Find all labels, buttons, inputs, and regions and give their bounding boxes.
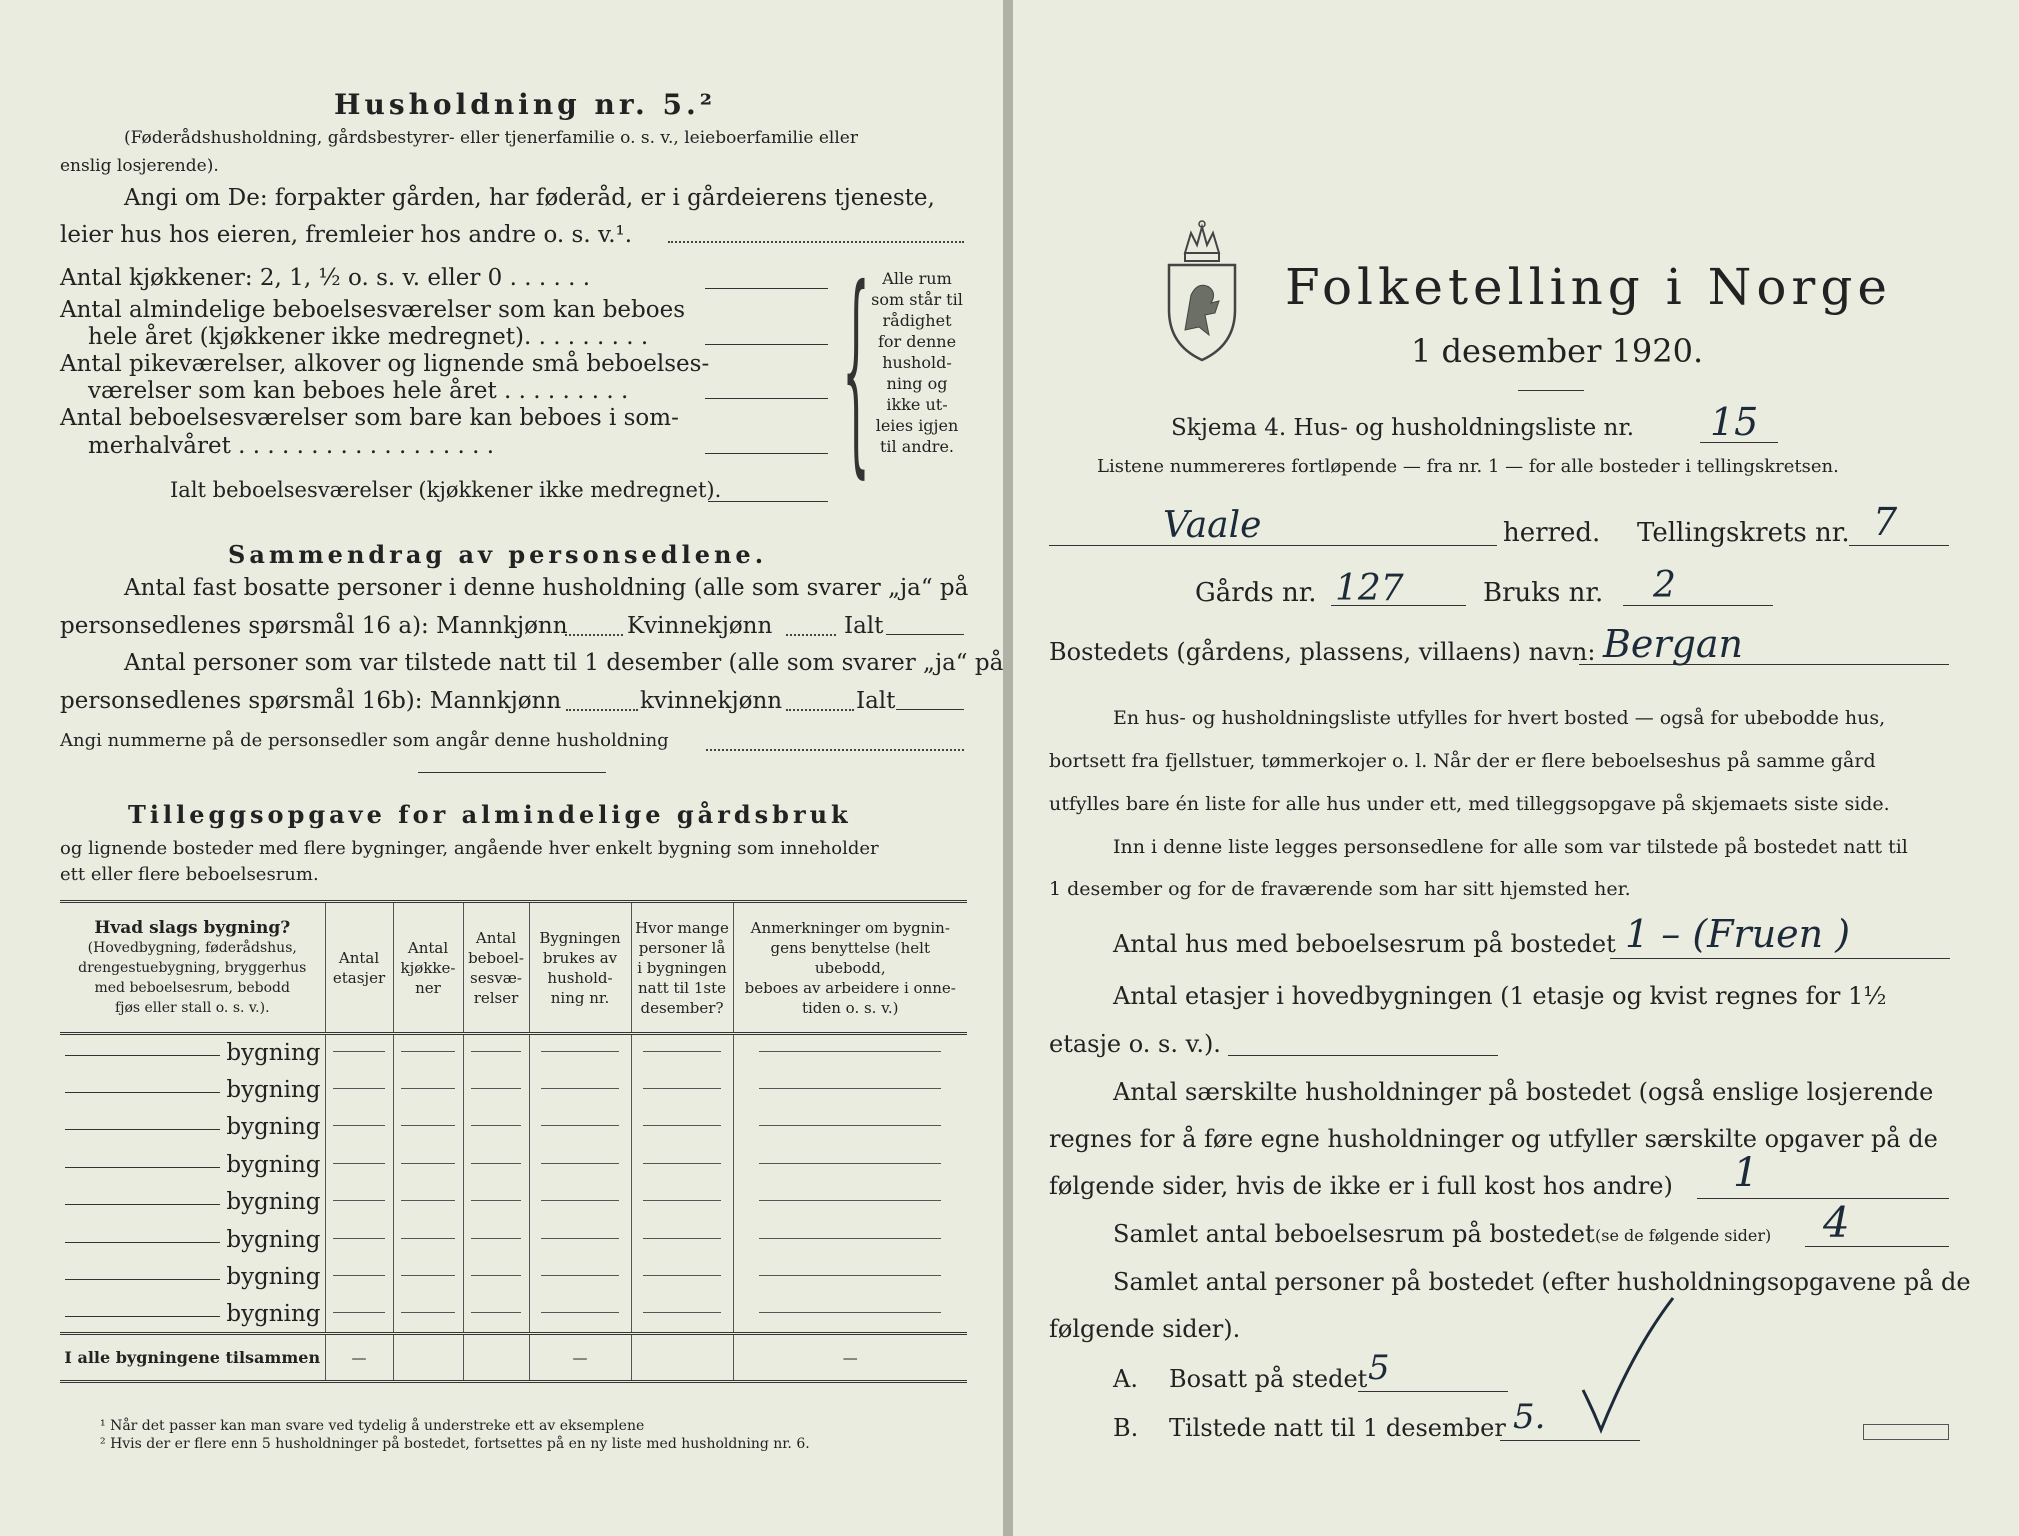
cell-answer-line: [759, 1125, 941, 1126]
table-cell: [631, 1184, 733, 1222]
table-cell: [733, 1296, 967, 1334]
husholdning-title: Husholdning nr. 5.²: [334, 88, 717, 121]
col-header-kjokkener: Antal kjøkke- ner: [393, 902, 463, 1034]
rooms-pikevaerelser-2: værelser som kan beboes hele året . . . . . . . . .: [88, 378, 629, 404]
table-cell: [631, 1109, 733, 1147]
samlet-rum-note: (se de følgende sider): [1595, 1226, 1772, 1245]
main-title: Folketelling i Norge: [1285, 258, 1892, 316]
cell-answer-line: [471, 1312, 522, 1313]
cell-answer-line: [643, 1125, 722, 1126]
table-cell: [463, 1221, 529, 1259]
tellingskrets-label: Tellingskrets nr.: [1637, 518, 1850, 548]
husholdninger-value: 1: [1733, 1150, 1759, 1196]
cell-answer-line: [643, 1163, 722, 1164]
table-cell: [733, 1259, 967, 1297]
col-header-personer: Hvor mange personer lå i bygningen natt til 1ste desember?: [631, 902, 733, 1034]
table-cell: [463, 1259, 529, 1297]
cell-answer-line: [471, 1088, 522, 1089]
bygning-label: bygning: [226, 1040, 321, 1066]
gards-value: 127: [1335, 568, 1404, 609]
cell-answer-line: [401, 1312, 455, 1313]
cell-answer-line: [333, 1238, 385, 1239]
listene-note: Listene nummereres fortløpende — fra nr. 1 — for alle bosteder i tellingskretsen.: [1097, 456, 1839, 477]
table-header-row: [60, 902, 967, 1034]
husholdning-subtitle-1: (Føderådshusholdning, gårdsbestyrer- eller tjenerfamilie o. s. v., leieboerfamilie eller: [124, 128, 858, 148]
table-cell: [463, 1296, 529, 1334]
husholdninger-line-3: følgende sider, hvis de ikke er i full kost hos andre): [1049, 1172, 1673, 1200]
checkmark-icon: [1573, 1290, 1683, 1440]
sammendrag-line-4b: kvinnekjønn: [640, 688, 783, 714]
table-cell: [325, 1071, 393, 1109]
cell-answer-line: [471, 1238, 522, 1239]
table-cell: [631, 1259, 733, 1297]
cell-answer-line: [759, 1088, 941, 1089]
sammendrag-line-4a: personsedlenes spørsmål 16b): Mannkjønn: [60, 688, 562, 714]
sammendrag-line-3: Antal personer som var tilstede natt til 1 desember (alle som svarer „ja“ på: [124, 650, 1004, 676]
gards-label: Gårds nr.: [1195, 578, 1317, 608]
table-cell: [325, 1109, 393, 1147]
table-cell: [463, 1071, 529, 1109]
bosatt-value: 5: [1368, 1348, 1390, 1388]
kvinne-line-1: [786, 634, 836, 636]
bygning-label: bygning: [226, 1189, 321, 1216]
cell-answer-line: [401, 1200, 455, 1201]
antal-hus-line: [1610, 958, 1950, 959]
bygning-label: bygning: [226, 1076, 321, 1103]
ialt-rooms-line: [708, 501, 828, 502]
cell-answer-line: [759, 1200, 941, 1201]
etasjer-line: [1228, 1055, 1498, 1056]
table-row: [60, 1184, 967, 1222]
table-cell: [393, 1296, 463, 1334]
cell-answer-line: [401, 1051, 455, 1052]
cell-answer-line: [541, 1125, 620, 1126]
nummere-line: [706, 749, 964, 751]
tilstede-label: Tilstede natt til 1 desember: [1169, 1414, 1506, 1442]
rooms-answer-line-1: [705, 288, 828, 289]
rooms-answer-line-4: [705, 453, 828, 454]
table-cell: [393, 1259, 463, 1297]
table-row: [60, 1034, 967, 1072]
cell-answer-line: [541, 1275, 620, 1276]
table-cell: [393, 1071, 463, 1109]
cell-answer-line: [471, 1051, 522, 1052]
table-cell: [733, 1146, 967, 1184]
table-cell: [325, 1034, 393, 1072]
col-header-anmerkninger: Anmerkninger om bygnin- gens benyttelse (helt ubebodd, beboes av arbeidere i onne- tiden o. s. v.): [733, 902, 967, 1034]
table-cell: [463, 1184, 529, 1222]
rooms-answer-line-3: [705, 398, 828, 399]
printer-stamp: [1863, 1424, 1949, 1440]
bygning-name-line: [65, 1055, 220, 1056]
angi-answer-line: [668, 241, 964, 243]
col-header-beboelsesvaerelser: Antal beboel- sesvæ- relser: [463, 902, 529, 1034]
sammendrag-line-1: Antal fast bosatte personer i denne husholdning (alle som svarer „ja“ på: [124, 575, 969, 601]
tillegg-title: Tilleggsopgave for almindelige gårdsbruk: [128, 800, 852, 829]
herred-value: Vaale: [1163, 505, 1262, 546]
instruction-1: En hus- og husholdningsliste utfylles for hvert bosted — også for ubebodde hus,: [1113, 707, 1886, 729]
table-row: [60, 1071, 967, 1109]
col-header-etasjer: Antal etasjer: [325, 902, 393, 1034]
row-label-cell: [60, 1184, 325, 1222]
instruction-4: Inn i denne liste legges personsedlene for alle som var tilstede på bostedet natt til: [1113, 836, 1908, 858]
table-row: [60, 1109, 967, 1147]
cell-answer-line: [541, 1312, 620, 1313]
sammendrag-title: Sammendrag av personsedlene.: [228, 540, 768, 569]
angi-line-2: leier hus hos eieren, fremleier hos andre o. s. v.¹.: [60, 222, 633, 248]
tellingskrets-value: 7: [1873, 500, 1898, 544]
bygning-label: bygning: [226, 1151, 321, 1178]
bosatt-letter: A.: [1113, 1365, 1138, 1393]
sammendrag-line-2b: Kvinnekjønn: [627, 613, 773, 639]
cell-answer-line: [541, 1051, 620, 1052]
bosatt-label: Bosatt på stedet: [1169, 1365, 1368, 1393]
footnote-1: ¹ Når det passer kan man svare ved tydelig å understreke ett av eksemplene: [100, 1418, 645, 1434]
cell-answer-line: [333, 1125, 385, 1126]
table-cell: [325, 1146, 393, 1184]
table-total-row: [60, 1334, 967, 1382]
cell-answer-line: [471, 1163, 522, 1164]
cell-answer-line: [333, 1051, 385, 1052]
husholdning-subtitle-2: enslig losjerende).: [60, 156, 219, 176]
table-cell: [325, 1296, 393, 1334]
cell-answer-line: [333, 1163, 385, 1164]
tellingskrets-line: [1849, 545, 1949, 546]
table-cell: [529, 1109, 631, 1147]
bosted-value: Bergan: [1603, 622, 1744, 666]
cell-answer-line: [759, 1275, 941, 1276]
row-label-cell: [60, 1259, 325, 1297]
table-row: [60, 1296, 967, 1334]
rooms-answer-line-2: [705, 344, 828, 345]
row-label-cell: [60, 1221, 325, 1259]
table-cell: [393, 1184, 463, 1222]
cell-answer-line: [541, 1088, 620, 1089]
cell-answer-line: [541, 1238, 620, 1239]
cell-answer-line: [333, 1312, 385, 1313]
bygning-name-line: [65, 1316, 220, 1317]
bygning-name-line: [65, 1167, 220, 1168]
table-cell: [463, 1109, 529, 1147]
table-row: [60, 1221, 967, 1259]
instruction-3: utfylles bare én liste for alle hus under ett, med tilleggsopgave på skjemaets siste side.: [1049, 793, 1890, 815]
tilstede-line: [1500, 1440, 1640, 1441]
bruks-value: 2: [1653, 565, 1676, 606]
sammendrag-line-4c: Ialt: [856, 688, 896, 714]
sammendrag-line-2a: personsedlenes spørsmål 16 a): Mannkjønn: [60, 613, 568, 639]
cell-answer-line: [643, 1275, 722, 1276]
bygning-label: bygning: [226, 1226, 321, 1253]
brace-note: Alle rum som står til rådighet for denne hushold- ning og ikke ut- leies igjen til andre.: [871, 269, 963, 456]
table-cell: [529, 1221, 631, 1259]
building-table: [60, 900, 967, 1383]
table-row: [60, 1146, 967, 1184]
rooms-sommer-1: Antal beboelsesværelser som bare kan beboes i som-: [60, 405, 679, 431]
table-cell: [631, 1146, 733, 1184]
kvinne-line-2: [786, 709, 854, 711]
cell-answer-line: [471, 1125, 522, 1126]
sammendrag-line-5: Angi nummerne på de personsedler som angår denne husholdning: [60, 730, 669, 751]
samlet-rum-label: Samlet antal beboelsesrum på bostedet: [1113, 1220, 1595, 1248]
samlet-personer-line-2: følgende sider).: [1049, 1315, 1241, 1343]
table-cell: [631, 1034, 733, 1072]
table-cell: [529, 1296, 631, 1334]
samlet-personer-line-1: Samlet antal personer på bostedet (efter husholdningsopgavene på de: [1113, 1268, 1971, 1296]
husholdninger-line-1: Antal særskilte husholdninger på bostedet (også enslige losjerende: [1113, 1078, 1934, 1106]
table-cell: [631, 1296, 733, 1334]
total-etasjer: —: [325, 1334, 393, 1382]
table-cell: [733, 1184, 967, 1222]
cell-answer-line: [333, 1200, 385, 1201]
section-divider: [418, 772, 606, 773]
cell-answer-line: [643, 1312, 722, 1313]
table-cell: [393, 1221, 463, 1259]
cell-answer-line: [759, 1051, 941, 1052]
mann-line-1: [565, 634, 623, 636]
cell-answer-line: [471, 1275, 522, 1276]
table-cell: [733, 1109, 967, 1147]
cell-answer-line: [759, 1163, 941, 1164]
bosted-label: Bostedets (gårdens, plassens, villaens) navn:: [1049, 638, 1596, 666]
cell-answer-line: [471, 1200, 522, 1201]
cell-answer-line: [643, 1238, 722, 1239]
brace-icon: {: [842, 245, 870, 500]
tilstede-value: 5.: [1513, 1397, 1546, 1437]
rooms-almindelige-1: Antal almindelige beboelsesværelser som kan beboes: [60, 297, 686, 323]
total-kjokkener: [393, 1334, 463, 1382]
instruction-2: bortsett fra fjellstuer, tømmerkojer o. l. Når der er flere beboelseshus på samme gård: [1049, 750, 1876, 772]
tillegg-line-2: ett eller flere beboelsesrum.: [60, 864, 319, 885]
mann-line-2: [566, 709, 638, 711]
table-cell: [631, 1071, 733, 1109]
table-cell: [529, 1146, 631, 1184]
table-cell: [529, 1259, 631, 1297]
row-label-cell: [60, 1034, 325, 1072]
total-husholdning: —: [529, 1334, 631, 1382]
cell-answer-line: [401, 1125, 455, 1126]
col-header-bygning: Hvad slags bygning? (Hovedbygning, føderådshus, drengestuebygning, bryggerhus med beboelsesrum, bebodd fjøs eller stall o. s. v.).: [78, 917, 307, 1016]
sammendrag-line-2c: Ialt: [844, 613, 884, 639]
angi-line-1: Angi om De: forpakter gården, har føderåd, er i gårdeierens tjeneste,: [124, 185, 935, 211]
herred-label: herred.: [1503, 518, 1601, 548]
bygning-name-line: [65, 1129, 220, 1130]
left-page: [0, 0, 1005, 1536]
bygning-name-line: [65, 1242, 220, 1243]
row-label-cell: [60, 1296, 325, 1334]
cell-answer-line: [643, 1088, 722, 1089]
table-cell: [393, 1034, 463, 1072]
bygning-name-line: [65, 1279, 220, 1280]
row-label-cell: [60, 1146, 325, 1184]
rooms-almindelige-2: hele året (kjøkkener ikke medregnet). . . . . . . . .: [88, 324, 649, 350]
table-cell: [631, 1221, 733, 1259]
cell-answer-line: [643, 1200, 722, 1201]
table-cell: [325, 1221, 393, 1259]
footnote-2: ² Hvis der er flere enn 5 husholdninger på bostedet, fortsettes på en ny liste med husholdning nr. 6.: [100, 1436, 810, 1452]
coat-of-arms-icon: [1163, 215, 1241, 365]
bosatt-line: [1358, 1391, 1508, 1392]
cell-answer-line: [401, 1275, 455, 1276]
liste-nr-value: 15: [1710, 400, 1759, 444]
instruction-5: 1 desember og for de fraværende som har sitt hjemsted her.: [1049, 878, 1631, 900]
table-cell: [529, 1071, 631, 1109]
row-label-cell: [60, 1109, 325, 1147]
cell-answer-line: [541, 1200, 620, 1201]
bygning-name-line: [65, 1092, 220, 1093]
rooms-pikevaerelser-1: Antal pikeværelser, alkover og lignende små beboelses-: [60, 351, 710, 377]
bruks-label: Bruks nr.: [1483, 578, 1604, 608]
ialt-rooms-label: Ialt beboelsesværelser (kjøkkener ikke medregnet).: [170, 478, 722, 502]
table-cell: [463, 1034, 529, 1072]
cell-answer-line: [541, 1163, 620, 1164]
title-divider: [1518, 390, 1584, 391]
row-label-cell: [60, 1071, 325, 1109]
table-cell: [463, 1146, 529, 1184]
antal-hus-value: 1 – (Fruen ): [1625, 912, 1851, 956]
rooms-kjokkener: Antal kjøkkener: 2, 1, ½ o. s. v. eller 0 . . . . . .: [60, 265, 591, 291]
table-row: [60, 1259, 967, 1297]
table-cell: [325, 1184, 393, 1222]
tilstede-letter: B.: [1113, 1414, 1139, 1442]
ialt-line-2: [896, 709, 964, 710]
cell-answer-line: [401, 1238, 455, 1239]
cell-answer-line: [333, 1275, 385, 1276]
building-table-body: [60, 1034, 967, 1334]
total-beboelse: [463, 1334, 529, 1382]
census-date: 1 desember 1920.: [1411, 332, 1704, 370]
table-cell: [733, 1071, 967, 1109]
bygning-label: bygning: [226, 1114, 321, 1141]
etasjer-line-1: Antal etasjer i hovedbygningen (1 etasje og kvist regnes for 1½: [1113, 982, 1887, 1010]
rooms-sommer-2: merhalvåret . . . . . . . . . . . . . . . . . .: [88, 433, 495, 459]
cell-answer-line: [759, 1312, 941, 1313]
total-label: I alle bygningene tilsammen: [64, 1348, 321, 1367]
total-anmerkninger: —: [733, 1334, 967, 1382]
col-header-husholdning: Bygningen brukes av hushold- ning nr.: [529, 902, 631, 1034]
cell-answer-line: [643, 1051, 722, 1052]
table-cell: [733, 1034, 967, 1072]
cell-answer-line: [333, 1088, 385, 1089]
bygning-label: bygning: [226, 1264, 321, 1291]
skjema-label: Skjema 4. Hus- og husholdningsliste nr.: [1171, 415, 1635, 441]
bygning-label: bygning: [226, 1301, 321, 1327]
husholdninger-line-2: regnes for å føre egne husholdninger og utfyller særskilte opgaver på de: [1049, 1125, 1938, 1153]
table-cell: [529, 1184, 631, 1222]
table-cell: [393, 1109, 463, 1147]
antal-hus-label: Antal hus med beboelsesrum på bostedet: [1113, 930, 1616, 958]
table-cell: [733, 1221, 967, 1259]
cell-answer-line: [759, 1238, 941, 1239]
etasjer-line-2: etasje o. s. v.).: [1049, 1030, 1221, 1058]
cell-answer-line: [401, 1088, 455, 1089]
table-cell: [325, 1259, 393, 1297]
table-cell: [393, 1146, 463, 1184]
herred-line: [1049, 545, 1497, 546]
tillegg-line-1: og lignende bosteder med flere bygninger, angående hver enkelt bygning som inneholder: [60, 838, 879, 859]
total-personer: [631, 1334, 733, 1382]
bygning-name-line: [65, 1204, 220, 1205]
cell-answer-line: [401, 1163, 455, 1164]
ialt-line-1: [886, 634, 964, 635]
table-cell: [529, 1034, 631, 1072]
right-page: [1013, 0, 2019, 1536]
samlet-rum-value: 4: [1823, 1198, 1850, 1247]
bruks-line: [1623, 605, 1773, 606]
